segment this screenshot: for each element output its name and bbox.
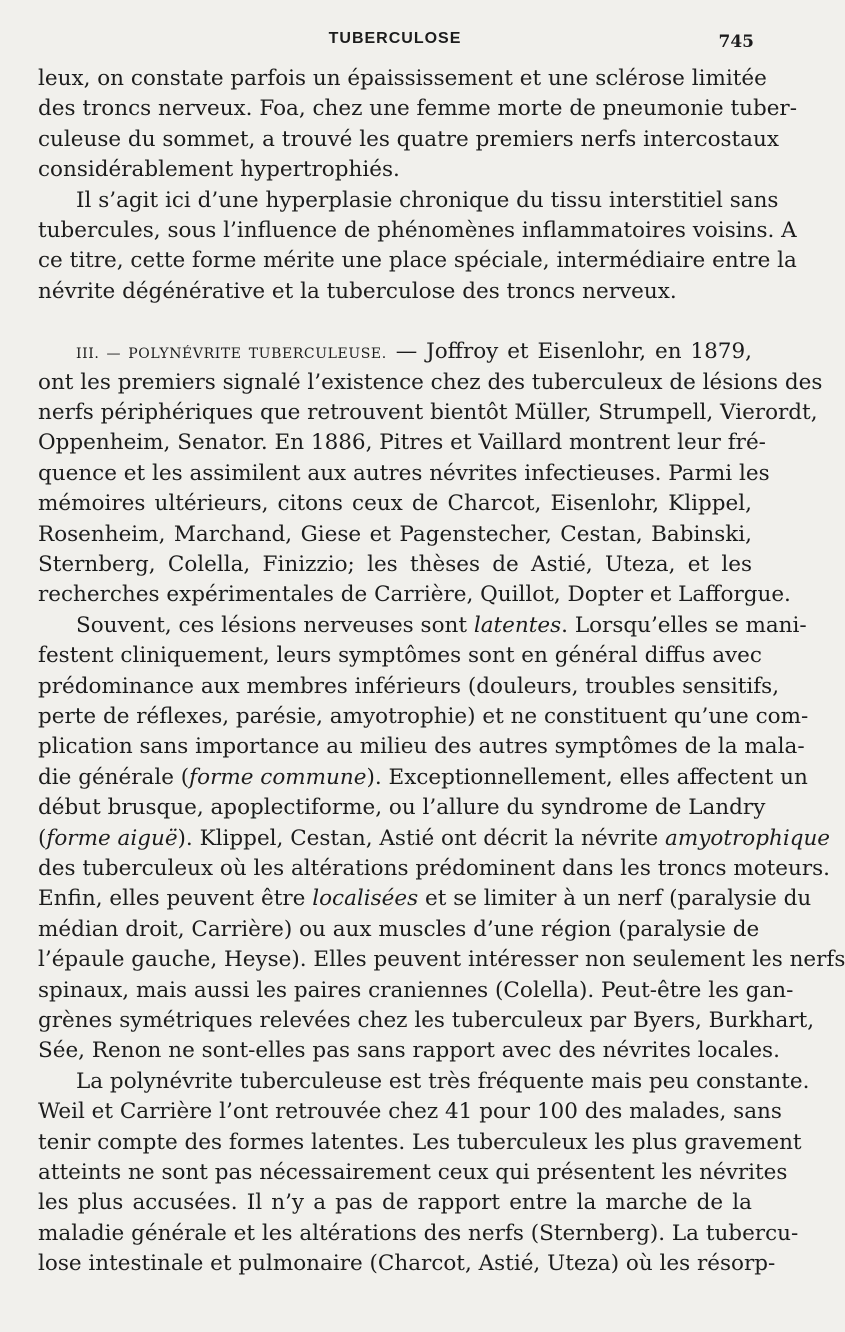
text-run: lose intestinale et pulmonaire (Charcot, Astié, Uteza) où les résorp-	[38, 1251, 776, 1277]
text-run: plication sans importance au milieu des autres symptômes de la mala-	[38, 734, 805, 760]
text-line	[38, 854, 831, 884]
italic-text: latentes	[473, 612, 562, 638]
text-line	[76, 1067, 810, 1097]
text-run: tenir compte des formes latentes. Les tuberculeux les plus gravement	[38, 1129, 802, 1155]
text-line	[38, 945, 845, 975]
text-line	[38, 64, 767, 94]
text-line	[38, 672, 780, 702]
text-line	[38, 824, 831, 854]
text-line	[38, 459, 770, 489]
text-run: nerfs périphériques que retrouvent bientôt Müller, Strumpell, Vierordt,	[38, 400, 818, 425]
text-run: et se limiter à un nerf (paralysie du	[418, 886, 812, 912]
running-head	[0, 28, 800, 52]
text-line	[38, 1249, 776, 1279]
text-line	[76, 186, 779, 216]
text-line	[38, 763, 808, 793]
text-run: Rosenheim, Marchand, Giese et Pagenstecher, Cestan, Babinski,	[38, 521, 752, 547]
text-line	[38, 793, 766, 823]
text-run: Il s’agit ici d’une hyperplasie chronique du tissu interstitiel sans	[76, 187, 779, 213]
text-run: l’épaule gauche, Heyse). Elles peuvent intéresser non seulement les nerfs	[38, 947, 845, 973]
italic-text: localisées	[312, 886, 419, 912]
text-line	[38, 1036, 780, 1066]
text-run: mémoires ultérieurs, citons ceux de Charcot, Eisenlohr, Klippel,	[38, 491, 752, 517]
text-run: recherches expérimentales de Carrière, Quillot, Dopter et Lafforgue.	[38, 582, 791, 608]
text-line	[38, 915, 760, 945]
text-run: ont les premiers signalé l’existence chez des tuberculeux de lésions des	[38, 369, 823, 395]
text-run: ). Exceptionnellement, elles affectent un	[366, 764, 808, 790]
text-line	[38, 580, 791, 610]
text-run: des troncs nerveux. Foa, chez une femme morte de pneumonie tuber-	[38, 96, 797, 122]
italic-text: amyotrophique	[665, 825, 831, 851]
text-line	[38, 155, 752, 185]
text-line	[38, 641, 762, 671]
text-run: considérablement hypertrophiés.	[38, 157, 400, 183]
text-line	[38, 732, 805, 762]
text-run: quence et les assimilent aux autres névrites infectieuses. Parmi les	[38, 460, 770, 486]
text-line	[38, 398, 818, 428]
text-run: Oppenheim, Senator. En 1886, Pitres et Vaillard montrent leur fré-	[38, 430, 766, 456]
text-run: (	[38, 825, 47, 851]
text-run: début brusque, apoplectiforme, ou l’allure du syndrome de Landry	[38, 795, 766, 821]
text-run: maladie générale et les altérations des nerfs (Sternberg). La tubercu-	[38, 1220, 799, 1246]
text-run: culeuse du sommet, a trouvé les quatre premiers nerfs intercostaux	[38, 126, 779, 152]
text-line	[38, 1006, 815, 1036]
text-line	[38, 1158, 788, 1188]
text-run: Weil et Carrière l’ont retrouvée chez 41 pour 100 des malades, sans	[38, 1099, 782, 1125]
text-line	[38, 884, 812, 914]
text-line	[38, 489, 752, 519]
text-run: spinaux, mais aussi les paires craniennes (Colella). Peut-être les gan-	[38, 977, 794, 1003]
text-line	[38, 94, 797, 124]
text-run: perte de réflexes, parésie, amyotrophie) et ne constituent qu’une com-	[38, 704, 809, 729]
text-line	[38, 246, 797, 276]
text-line	[38, 1097, 782, 1127]
text-line	[38, 1219, 799, 1249]
text-run: médian droit, Carrière) ou aux muscles d’une région (paralysie de	[38, 916, 760, 942]
text-run: — Joffroy et Eisenlohr, en 1879,	[386, 339, 752, 365]
text-line	[38, 125, 779, 155]
text-run: des tuberculeux où les altérations prédominent dans les troncs moteurs.	[38, 856, 831, 881]
text-line	[38, 976, 794, 1006]
text-run: Enfin, elles peuvent être	[38, 886, 313, 912]
text-run: die générale (	[38, 764, 190, 790]
text-run: La polynévrite tuberculeuse est très fréquente mais peu constante.	[76, 1068, 810, 1094]
text-run: prédominance aux membres inférieurs (douleurs, troubles sensitifs,	[38, 673, 780, 699]
text-run: les plus accusées. Il n’y a pas de rapport entre la marche de la	[38, 1190, 752, 1216]
text-run: ). Klippel, Cestan, Astié ont décrit la névrite	[177, 825, 666, 851]
text-line	[38, 277, 752, 307]
text-run: atteints ne sont pas nécessairement ceux qui présentent les névrites	[38, 1160, 788, 1185]
text-run: leux, on constate parfois un épaississement et une sclérose limitée	[38, 66, 767, 91]
text-line	[38, 1128, 802, 1158]
text-line	[76, 337, 752, 367]
text-run: Souvent, ces lésions nerveuses sont	[76, 612, 474, 638]
text-line	[38, 368, 823, 398]
text-line	[38, 702, 809, 732]
text-run: névrite dégénérative et la tuberculose des troncs nerveux.	[38, 278, 677, 304]
text-line	[76, 611, 807, 641]
text-line	[38, 520, 752, 550]
text-run: tubercules, sous l’influence de phénomènes inflammatoires voisins. A	[38, 218, 797, 243]
italic-text: forme aiguë	[46, 825, 178, 851]
text-run: Sée, Renon ne sont-elles pas sans rapport avec des névrites locales.	[38, 1038, 780, 1064]
italic-text: forme commune	[189, 764, 367, 790]
text-line	[38, 428, 766, 458]
text-run: . Lorsqu’elles se mani-	[561, 612, 807, 638]
text-line	[38, 550, 752, 580]
section-heading: III. — POLYNÉVRITE TUBERCULEUSE.	[76, 346, 387, 363]
page-number: 745	[718, 32, 754, 52]
text-run: grènes symétriques relevées chez les tuberculeux par Byers, Burkhart,	[38, 1008, 815, 1033]
text-run: festent cliniquement, leurs symptômes sont en général diffus avec	[38, 643, 762, 669]
text-line	[38, 216, 797, 246]
text-run: ce titre, cette forme mérite une place spéciale, intermédiaire entre la	[38, 248, 797, 274]
text-line	[38, 1188, 752, 1218]
running-title: TUBERCULOSE	[328, 30, 462, 47]
text-run: Sternberg, Colella, Finizzio; les thèses de Astié, Uteza, et les	[38, 552, 752, 577]
